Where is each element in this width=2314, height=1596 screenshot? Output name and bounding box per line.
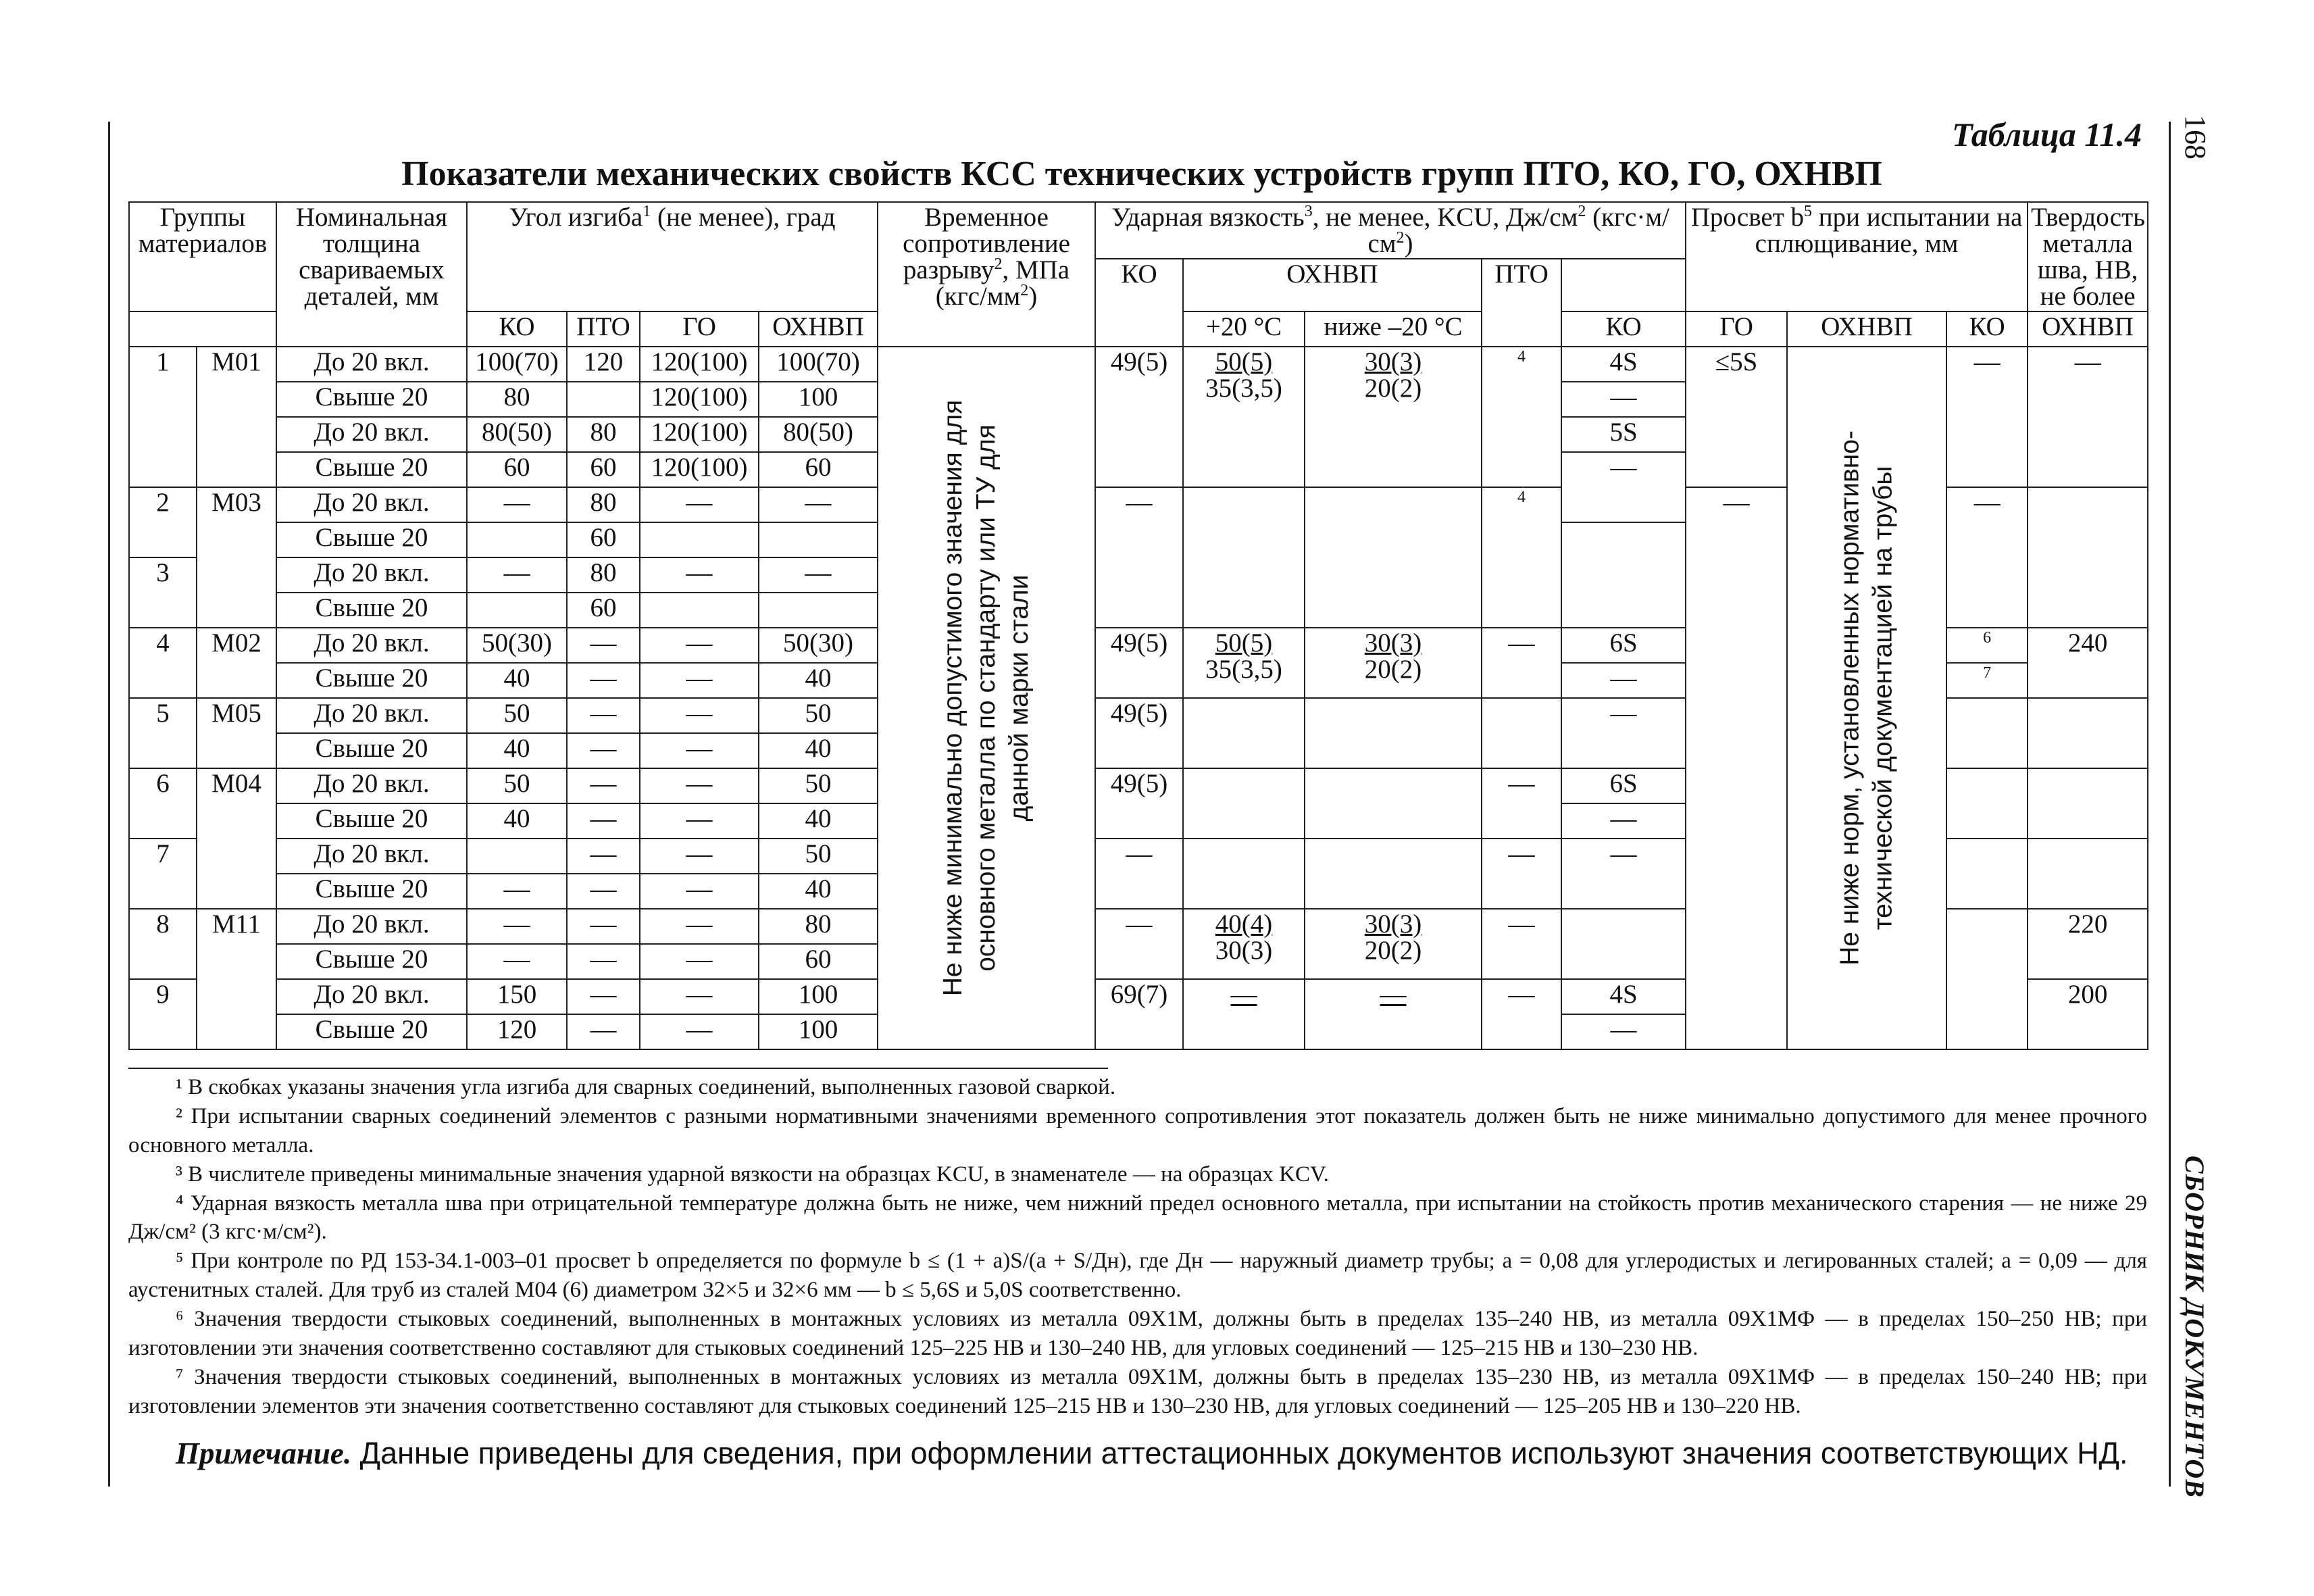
header-gap-ko: КО <box>1561 311 1686 347</box>
header-impact-plus20: +20 °С <box>1183 311 1305 347</box>
cell-tensile-note <box>878 347 1095 1049</box>
cell-group-number: 9 <box>129 979 197 1049</box>
cell-bend-ohnvp: — <box>759 557 878 593</box>
note-text: Данные приведены для сведения, при оформлении аттестационных документов используют значения соответствующих НД. <box>351 1436 2128 1470</box>
cell-bend-ko: 80(50) <box>467 417 567 452</box>
cell-impact-minus20 <box>1305 698 1482 768</box>
cell-bend-go <box>640 522 759 557</box>
header-bend-angle: Угол изгиба$^1$ (не менее), град <box>467 202 878 311</box>
cell-material: М04 <box>197 768 276 909</box>
cell-impact-plus20 <box>1183 839 1305 909</box>
cell-gap-ko: — <box>1561 1014 1686 1049</box>
page-number: 168 <box>2179 115 2212 159</box>
footnotes <box>128 1073 2147 1421</box>
cell-impact-pto <box>1482 698 1561 768</box>
cell-gap-go: — <box>1686 487 1787 1049</box>
cell-gap-ko: 4S <box>1561 347 1686 382</box>
cell-gap-ko: 6S <box>1561 628 1686 663</box>
cell-impact-plus20 <box>1183 628 1305 698</box>
cell-impact-ko: — <box>1095 909 1183 979</box>
cell-gap-ko: 6S <box>1561 768 1686 803</box>
header-hardness: Твердость металла шва, НВ, не более <box>2028 202 2148 311</box>
cell-bend-pto: — <box>567 663 640 698</box>
cell-thickness: Свыше 20 <box>276 803 467 839</box>
header-bend-go: ГО <box>640 311 759 347</box>
cell-gap-ko: — <box>1561 452 1686 522</box>
cell-gap-ko: — <box>1561 663 1686 698</box>
cell-bend-ko: 80 <box>467 382 567 417</box>
cell-hard-ohnvp: 200 <box>2028 979 2148 1049</box>
cell-bend-go: — <box>640 768 759 803</box>
footnote-separator <box>128 1068 1108 1069</box>
cell-impact-minus20 <box>1305 979 1482 1049</box>
cell-bend-pto: — <box>567 1014 640 1049</box>
cell-bend-ohnvp: 60 <box>759 452 878 487</box>
cell-bend-pto: — <box>567 628 640 663</box>
cell-hard-ko <box>1946 698 2028 768</box>
impact-plus20-kcv: 30(3) <box>1215 936 1273 965</box>
cell-hard-ko: 6 <box>1946 628 2028 663</box>
cell-bend-ko: — <box>467 909 567 944</box>
cell-bend-ohnvp: 80(50) <box>759 417 878 452</box>
cell-bend-ohnvp: 100 <box>759 1014 878 1049</box>
cell-hard-ko <box>1946 839 2028 909</box>
cell-material: М05 <box>197 698 276 768</box>
cell-group-number: 4 <box>129 628 197 698</box>
cell-bend-go: 120(100) <box>640 417 759 452</box>
cell-thickness: До 20 вкл. <box>276 979 467 1014</box>
cell-bend-ko: 50 <box>467 768 567 803</box>
cell-impact-ko: 69(7) <box>1095 979 1183 1049</box>
cell-material: М02 <box>197 628 276 698</box>
cell-bend-ko: 40 <box>467 803 567 839</box>
header-bend-ko: КО <box>467 311 567 347</box>
cell-thickness: До 20 вкл. <box>276 417 467 452</box>
cell-group-number: 7 <box>129 839 197 909</box>
cell-bend-ko: 40 <box>467 733 567 768</box>
cell-impact-pto: — <box>1482 628 1561 698</box>
impact-plus20-kcv: 35(3,5) <box>1205 374 1282 403</box>
cell-bend-go: — <box>640 944 759 979</box>
cell-bend-ko: 50 <box>467 698 567 733</box>
cell-bend-pto: — <box>567 874 640 909</box>
cell-thickness: Свыше 20 <box>276 874 467 909</box>
cell-impact-ko: — <box>1095 839 1183 909</box>
cell-bend-go: — <box>640 698 759 733</box>
header-hard-ko: КО <box>1946 311 2028 347</box>
cell-impact-pto: — <box>1482 979 1561 1049</box>
impact-plus20-kcv: 35(3,5) <box>1205 655 1282 684</box>
header-thickness-cont <box>276 311 467 347</box>
cell-impact-plus20 <box>1183 347 1305 487</box>
cell-thickness: Свыше 20 <box>276 1014 467 1049</box>
cell-thickness: До 20 вкл. <box>276 698 467 733</box>
cell-bend-ko <box>467 522 567 557</box>
impact-minus20-kcv: 20(2) <box>1364 936 1422 965</box>
cell-thickness: До 20 вкл. <box>276 557 467 593</box>
cell-group-number: 1 <box>129 347 197 487</box>
cell-gap-ko: 5S <box>1561 417 1686 452</box>
cell-impact-plus20 <box>1183 487 1305 628</box>
cell-bend-go <box>640 593 759 628</box>
cell-bend-ko: — <box>467 874 567 909</box>
running-title: СБОРНИК ДОКУМЕНТОВ <box>2180 1155 2210 1498</box>
cell-impact-minus20 <box>1305 347 1482 487</box>
cell-bend-pto: 80 <box>567 487 640 522</box>
impact-minus20-kcv: 20(2) <box>1364 374 1422 403</box>
cell-bend-go: — <box>640 839 759 874</box>
footnote-2: ² При испытании сварных соединений элементов с разными нормативными значениями временного сопротивления этот показатель должен быть не ниже минимально допустимого для менее прочного основного металла. <box>128 1103 2147 1157</box>
header-gap: Просвет $b^5$ при испытании на сплющивание, мм <box>1686 202 2028 311</box>
cell-bend-pto: 60 <box>567 593 640 628</box>
cell-bend-ko: — <box>467 944 567 979</box>
cell-impact-ko: 49(5) <box>1095 628 1183 698</box>
cell-bend-ko: 120 <box>467 1014 567 1049</box>
cell-bend-ko <box>467 839 567 874</box>
cell-bend-ko: 150 <box>467 979 567 1014</box>
cell-hard-ohnvp <box>2028 487 2148 628</box>
cell-impact-ko: 49(5) <box>1095 347 1183 487</box>
header-bend-ohnvp: ОХНВП <box>759 311 878 347</box>
cell-bend-ko: — <box>467 487 567 522</box>
cell-group-number: 2 <box>129 487 197 557</box>
cell-thickness: Свыше 20 <box>276 593 467 628</box>
cell-hard-ko <box>1946 768 2028 839</box>
cell-bend-ohnvp: 50 <box>759 698 878 733</box>
impact-minus20-kcu: 30(3) <box>1364 347 1422 376</box>
cell-group-number: 6 <box>129 768 197 839</box>
cell-impact-minus20 <box>1305 909 1482 979</box>
cell-bend-go: — <box>640 803 759 839</box>
cell-bend-go: 120(100) <box>640 452 759 487</box>
cell-impact-pto: — <box>1482 909 1561 979</box>
properties-table <box>128 201 2148 1050</box>
left-margin-rule <box>108 122 110 1487</box>
cell-bend-ko: 100(70) <box>467 347 567 382</box>
header-impact-pto: ПТО <box>1482 259 1561 347</box>
cell-thickness: Свыше 20 <box>276 382 467 417</box>
header-impact-minus20: ниже –20 °С <box>1305 311 1482 347</box>
footnote-3: ³ В числителе приведены минимальные значения ударной вязкости на образцах KCU, в знаменателе — на образцах KCV. <box>176 1162 1329 1187</box>
cell-hard-ohnvp <box>2028 768 2148 839</box>
tensile-note-text: Не ниже минимально допустимого значения для основного металла по стандарту или ТУ для данной марки стали <box>938 399 1034 997</box>
cell-gap-ko: — <box>1561 839 1686 909</box>
cell-bend-ko: — <box>467 557 567 593</box>
impact-minus20-kcu: — <box>1380 980 1407 1009</box>
header-impact-ko: КО <box>1095 259 1183 347</box>
cell-thickness: Свыше 20 <box>276 452 467 487</box>
cell-group-number: 5 <box>129 698 197 768</box>
cell-impact-plus20 <box>1183 909 1305 979</box>
impact-plus20-kcu: 50(5) <box>1215 628 1273 657</box>
cell-bend-pto: — <box>567 803 640 839</box>
header-groups: Группы материалов <box>129 202 276 311</box>
cell-hard-ohnvp <box>2028 698 2148 768</box>
cell-bend-go: — <box>640 874 759 909</box>
cell-material: М03 <box>197 487 276 628</box>
cell-bend-pto: — <box>567 698 640 733</box>
cell-group-number: 8 <box>129 909 197 979</box>
cell-material: М11 <box>197 909 276 1049</box>
cell-bend-go: — <box>640 557 759 593</box>
cell-gap-ko: — <box>1561 803 1686 839</box>
cell-bend-go: — <box>640 979 759 1014</box>
footnote-5: ⁵ При контроле по РД 153-34.1-003–01 просвет b определяется по формуле b ≤ (1 + a)S/(a + S/Дн), где Дн — наружный диаметр трубы; a = 0,08 для углеродистых и легированных сталей; a = 0,09 — для аустенитных сталей. Для труб из сталей М04 (6) диаметром 32×5 и 32×6 мм — b ≤ 5,6S и 5,0S соответственно. <box>128 1249 2147 1303</box>
cell-impact-ko: — <box>1095 487 1183 628</box>
cell-thickness: Свыше 20 <box>276 522 467 557</box>
header-impact-ohnvp: ОХНВП <box>1183 259 1482 311</box>
cell-impact-minus20 <box>1305 768 1482 839</box>
header-impact: Ударная вязкость$^3$, не менее, KCU, $Дж/см^2$ $(кгс\cdot м/см^2)$ <box>1095 202 1686 259</box>
cell-bend-ohnvp: 60 <box>759 944 878 979</box>
cell-impact-minus20 <box>1305 839 1482 909</box>
header-hard-ohnvp: ОХНВП <box>2028 311 2148 347</box>
cell-bend-ohnvp <box>759 593 878 628</box>
cell-thickness: До 20 вкл. <box>276 909 467 944</box>
cell-bend-ko: 60 <box>467 452 567 487</box>
cell-bend-ohnvp: 50 <box>759 839 878 874</box>
cell-impact-ko: 49(5) <box>1095 768 1183 839</box>
cell-hard-ohnvp: 240 <box>2028 628 2148 698</box>
cell-bend-ohnvp: 40 <box>759 874 878 909</box>
cell-bend-pto: 60 <box>567 452 640 487</box>
cell-bend-ohnvp: 80 <box>759 909 878 944</box>
cell-hard-ohnvp <box>2028 839 2148 909</box>
cell-hard-ohnvp: — <box>2028 347 2148 487</box>
cell-thickness: До 20 вкл. <box>276 347 467 382</box>
cell-bend-go: 120(100) <box>640 347 759 382</box>
cell-impact-plus20 <box>1183 698 1305 768</box>
cell-impact-minus20 <box>1305 628 1482 698</box>
cell-bend-ohnvp <box>759 522 878 557</box>
cell-impact-pto: 4 <box>1482 487 1561 628</box>
cell-gap-ko <box>1561 522 1686 628</box>
cell-bend-pto: 80 <box>567 417 640 452</box>
impact-plus20-kcu: 50(5) <box>1215 347 1273 376</box>
impact-minus20-kcu: 30(3) <box>1364 909 1422 939</box>
cell-bend-go: — <box>640 909 759 944</box>
cell-bend-ko <box>467 593 567 628</box>
cell-bend-ohnvp: 40 <box>759 663 878 698</box>
cell-thickness: До 20 вкл. <box>276 839 467 874</box>
cell-bend-ohnvp: 100 <box>759 382 878 417</box>
cell-bend-go: — <box>640 1014 759 1049</box>
cell-bend-pto: — <box>567 733 640 768</box>
cell-gap-note <box>1787 347 1946 1049</box>
cell-bend-pto: — <box>567 768 640 803</box>
cell-bend-go: — <box>640 663 759 698</box>
cell-bend-ohnvp: 100(70) <box>759 347 878 382</box>
cell-bend-go: 120(100) <box>640 382 759 417</box>
cell-thickness: Свыше 20 <box>276 944 467 979</box>
cell-bend-pto <box>567 382 640 417</box>
table-number: Таблица 11.4 <box>1952 116 2142 153</box>
cell-bend-ohnvp: 50 <box>759 768 878 803</box>
cell-gap-ko: 4S <box>1561 979 1686 1014</box>
cell-thickness: До 20 вкл. <box>276 487 467 522</box>
cell-impact-pto: — <box>1482 839 1561 909</box>
cell-bend-pto: — <box>567 979 640 1014</box>
cell-hard-ko: — <box>1946 347 2028 487</box>
cell-hard-ohnvp: 220 <box>2028 909 2148 979</box>
impact-minus20-kcu: 30(3) <box>1364 628 1422 657</box>
cell-bend-ko: 40 <box>467 663 567 698</box>
cell-bend-pto: — <box>567 909 640 944</box>
cell-bend-pto: — <box>567 839 640 874</box>
cell-thickness: Свыше 20 <box>276 663 467 698</box>
footnote-7: ⁷ Значения твердости стыковых соединений, выполненных в монтажных условиях из металла 09Х1М, должны быть в пределах 135–230 НВ, из металла 09Х1МФ — в пределах 150–240 НВ; при изготовлении элементов эти значения соответственно составляют для стыковых соединений 125–215 НВ и 130–230 НВ, для угловых соединений — 125–205 НВ и 130–220 НВ. <box>128 1364 2147 1418</box>
cell-impact-pto: — <box>1482 768 1561 839</box>
cell-bend-ohnvp: 40 <box>759 733 878 768</box>
cell-gap-ko: — <box>1561 382 1686 417</box>
cell-impact-minus20 <box>1305 487 1482 628</box>
cell-gap-ko <box>1561 909 1686 979</box>
cell-bend-ohnvp: 40 <box>759 803 878 839</box>
header-thickness: Номинальная толщина свариваемых деталей, мм <box>276 202 467 311</box>
note <box>128 1436 2147 1471</box>
cell-thickness: Свыше 20 <box>276 733 467 768</box>
cell-bend-ohnvp: 100 <box>759 979 878 1014</box>
cell-bend-ko: 50(30) <box>467 628 567 663</box>
cell-bend-go: — <box>640 733 759 768</box>
cell-impact-pto: 4 <box>1482 347 1561 487</box>
right-margin-rule <box>2169 122 2171 1487</box>
cell-bend-ohnvp: — <box>759 487 878 522</box>
footnote-4: ⁴ Ударная вязкость металла шва при отрицательной температуре должна быть не ниже, чем нижний предел основного металла, при испытании на стойкость против механического старения — не ниже 29 Дж/см² (3 кгс·м/см²). <box>128 1191 2147 1245</box>
table-title: Показатели механических свойств КСС технических устройств групп ПТО, КО, ГО, ОХНВП <box>401 155 1882 193</box>
cell-bend-pto: 120 <box>567 347 640 382</box>
cell-bend-ohnvp: 50(30) <box>759 628 878 663</box>
note-label: Примечание. <box>176 1437 352 1470</box>
table-row <box>129 347 2148 382</box>
cell-impact-plus20 <box>1183 768 1305 839</box>
footnote-1: ¹ В скобках указаны значения угла изгиба для сварных соединений, выполненных газовой сваркой. <box>176 1075 1116 1099</box>
impact-plus20-kcu: — <box>1230 980 1257 1009</box>
cell-hard-ko: 7 <box>1946 663 2028 698</box>
cell-impact-plus20 <box>1183 979 1305 1049</box>
cell-bend-go: — <box>640 487 759 522</box>
cell-gap-go: ≤5S <box>1686 347 1787 487</box>
header-bend-pto: ПТО <box>567 311 640 347</box>
cell-gap-ko: — <box>1561 698 1686 768</box>
cell-bend-pto: 60 <box>567 522 640 557</box>
cell-bend-pto: — <box>567 944 640 979</box>
cell-thickness: До 20 вкл. <box>276 628 467 663</box>
cell-hard-ko: — <box>1946 487 2028 628</box>
impact-minus20-kcv: 20(2) <box>1364 655 1422 684</box>
header-tensile: Временное сопротивление разрыву$^2$, МПа $(кгс/мм^2)$ <box>878 202 1095 347</box>
gap-note-text: Не ниже норм, установленных нормативно-технической документацией на трубы <box>1835 430 1898 966</box>
cell-hard-ko <box>1946 909 2028 1049</box>
footnote-6: ⁶ Значения твердости стыковых соединений, выполненных в монтажных условиях из металла 09Х1М, должны быть в пределах 135–240 НВ, из металла 09Х1МФ — в пределах 150–250 НВ; при изготовлении эти значения соответственно составляют для стыковых соединений 125–225 НВ и 130–240 НВ, для угловых соединений — 125–215 НВ и 130–230 НВ. <box>128 1307 2147 1361</box>
cell-bend-go: — <box>640 628 759 663</box>
header-gap-go: ГО <box>1686 311 1787 347</box>
cell-thickness: До 20 вкл. <box>276 768 467 803</box>
cell-impact-ko: 49(5) <box>1095 698 1183 768</box>
header-gap-ohnvp: ОХНВП <box>1787 311 1946 347</box>
cell-group-number: 3 <box>129 557 197 628</box>
header-groups-cont <box>129 311 276 347</box>
impact-plus20-kcu: 40(4) <box>1215 909 1273 939</box>
cell-bend-pto: 80 <box>567 557 640 593</box>
cell-material: М01 <box>197 347 276 487</box>
